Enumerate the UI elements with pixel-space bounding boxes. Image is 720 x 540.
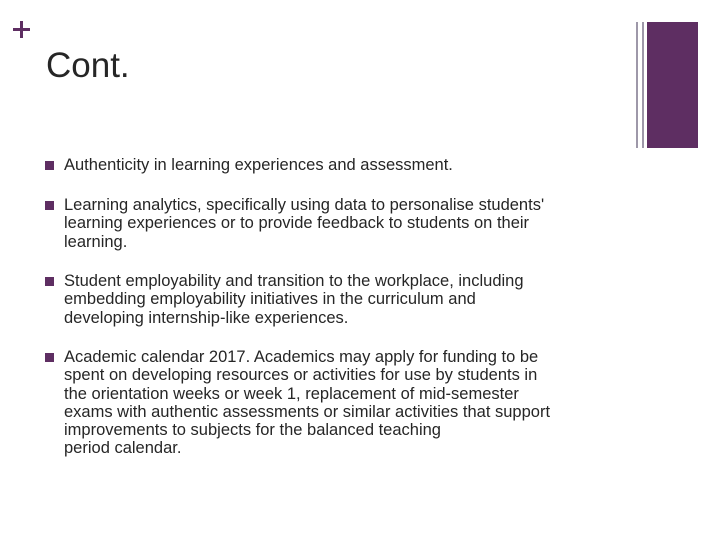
plus-icon [13, 21, 30, 38]
bullet-text: Student employability and transition to the workplace, including embedding employability initiatives in the curriculum and developing internship-like experiences. [64, 272, 524, 327]
bullet-square-icon [45, 201, 54, 210]
plus-icon-vertical [20, 21, 23, 38]
bullet-text: Authenticity in learning experiences and assessment. [64, 156, 453, 174]
accent-block [647, 22, 698, 148]
bullet-text: Learning analytics, specifically using data to personalise students' learning experiences or to provide feedback to students on their learning. [64, 196, 545, 251]
bullet-square-icon [45, 161, 54, 170]
accent-line-right [642, 22, 644, 148]
bullet-text: Academic calendar 2017. Academics may apply for funding to be spent on developing resources or activities for use by students in the orientation weeks or week 1, replacement of mid-semester exams with authentic assessments or similar activities that support improvements to subjects for the balanced teaching period calendar. [64, 348, 551, 458]
bullet-square-icon [45, 353, 54, 362]
slide-title: Cont. [46, 46, 130, 85]
accent-line-left [636, 22, 638, 148]
bullet-square-icon [45, 277, 54, 286]
